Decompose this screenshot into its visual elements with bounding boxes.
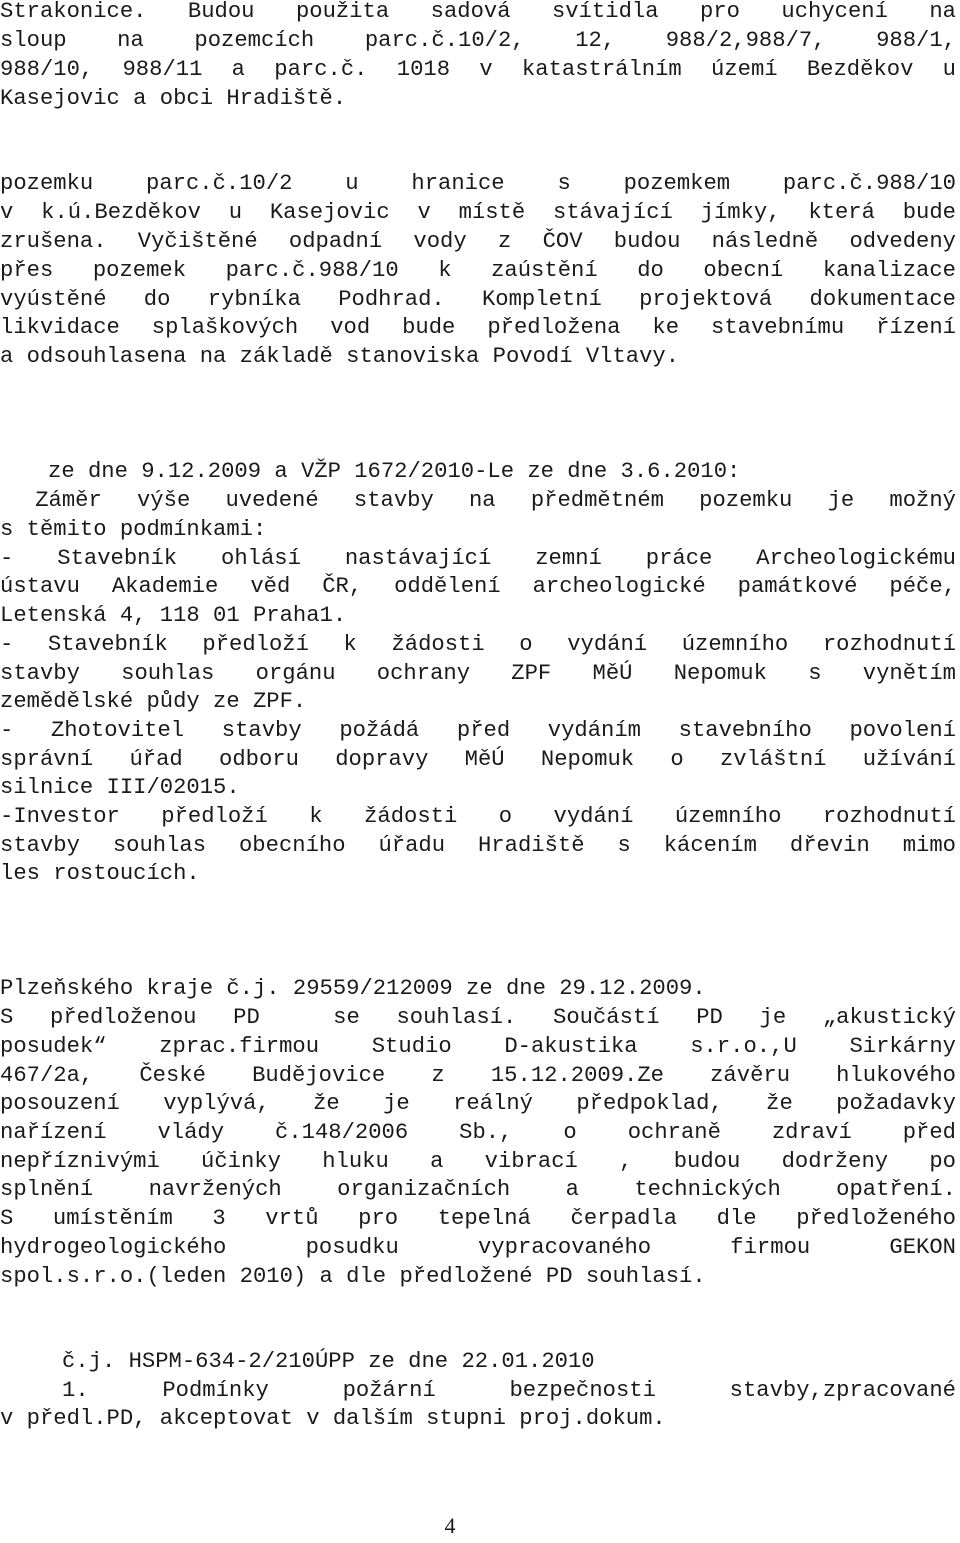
section-9-heading	[0, 140, 956, 169]
paragraph-line: les rostoucích.	[0, 861, 200, 886]
paragraph-line: správní úřad odboru dopravy MěÚ Nepomuk o zvláštní užívání	[0, 747, 956, 772]
paragraph-line: č.j. HSPM-634-2/210ÚPP ze dne 22.01.2010	[62, 1349, 595, 1374]
intro-line: 988/10, 988/11 a parc.č. 1018 v katastrálním území Bezděkov u	[0, 57, 956, 82]
page-number: 4	[444, 1513, 456, 1538]
paragraph-line: silnice III/02015.	[0, 775, 240, 800]
paragraph-line: posudek“ zprac.firmou Studio D-akustika s.r.o.,U Sirkárny	[0, 1034, 956, 1059]
paragraph-line: 1. Podmínky požární bezpečnosti stavby,zpracované	[62, 1378, 956, 1403]
paragraph-line: Záměr výše uvedené stavby na předmětném pozemku je možný	[0, 488, 956, 513]
paragraph-line: spol.s.r.o.(leden 2010) a dle předložené PD souhlasí.	[0, 1264, 706, 1289]
paragraph-line: Letenská 4, 118 01 Praha1.	[0, 603, 347, 628]
paragraph-line: 467/2a, České Budějovice z 15.12.2009.Ze závěru hlukového	[0, 1063, 956, 1088]
paragraph-line: - Stavebník ohlásí nastávající zemní práce Archeologickému	[0, 546, 956, 571]
intro-line: Strakonice. Budou použita sadová svítidla pro uchycení na	[0, 0, 956, 24]
paragraph-line: posouzení vyplývá, že je reálný předpoklad, že požadavky	[0, 1091, 956, 1116]
paragraph-line: S umístěním 3 vrtů pro tepelná čerpadla dle předloženého	[0, 1206, 956, 1231]
paragraph-line: - Stavebník předloží k žádosti o vydání územního rozhodnutí	[0, 632, 956, 657]
paragraph-line: vyústěné do rybníka Podhrad. Kompletní projektová dokumentace	[0, 287, 956, 312]
paragraph-line: pozemku parc.č.10/2 u hranice s pozemkem parc.č.988/10	[0, 171, 956, 196]
paragraph-line: v k.ú.Bezděkov u Kasejovic v místě stávající jímky, která bude	[0, 200, 956, 225]
paragraph-line: -Investor předloží k žádosti o vydání územního rozhodnutí	[0, 804, 956, 829]
section-10-heading-line3: ze dne 9.12.2009 a VŽP 1672/2010-Le ze dne 3.6.2010:	[48, 459, 741, 484]
paragraph-line: v předl.PD, akceptovat v dalším stupni proj.dokum.	[0, 1406, 666, 1431]
paragraph-line: likvidace splaškových vod bude předložena ke stavebnímu řízení	[0, 315, 956, 340]
paragraph-line: zemědělské půdy ze ZPF.	[0, 689, 307, 714]
paragraph-line: nařízení vlády č.148/2006 Sb., o ochraně zdraví před	[0, 1120, 956, 1145]
section-12-heading	[0, 1318, 956, 1347]
section-10-heading-line2	[48, 428, 956, 457]
paragraph-line: přes pozemek parc.č.988/10 k zaústění do obecní kanalizace	[0, 258, 956, 283]
paragraph-line: Plzeňského kraje č.j. 29559/212009 ze dne 29.12.2009.	[0, 976, 706, 1001]
paragraph-line: nepříznivými účinky hluku a vibrací , budou dodrženy po	[0, 1149, 956, 1174]
paragraph-line: stavby souhlas orgánu ochrany ZPF MěÚ Nepomuk s vynětím	[0, 661, 956, 686]
paragraph-line: S předloženou PD se souhlasí. Součástí PD je „akustický	[0, 1005, 956, 1030]
intro-line: sloup na pozemcích parc.č.10/2, 12, 988/2,988/7, 988/1,	[0, 28, 956, 53]
paragraph-line: hydrogeologického posudku vypracovaného firmou GEKON	[0, 1235, 956, 1260]
section-10-heading	[0, 399, 956, 428]
paragraph-line: - Zhotovitel stavby požádá před vydáním stavebního povolení	[0, 718, 956, 743]
section-11-heading	[0, 945, 956, 974]
intro-line: Kasejovic a obci Hradiště.	[0, 86, 347, 111]
paragraph-line: ústavu Akademie věd ČR, oddělení archeologické památkové péče,	[0, 574, 956, 599]
paragraph-line: zrušena. Vyčištěné odpadní vody z ČOV budou následně odvedeny	[0, 229, 956, 254]
paragraph-line: s těmito podmínkami:	[0, 517, 267, 542]
paragraph-line: stavby souhlas obecního úřadu Hradiště s kácením dřevin mimo	[0, 833, 956, 858]
paragraph-line: splnění navržených organizačních a technických opatření.	[0, 1177, 956, 1202]
paragraph-line: a odsouhlasena na základě stanoviska Povodí Vltavy.	[0, 344, 680, 369]
